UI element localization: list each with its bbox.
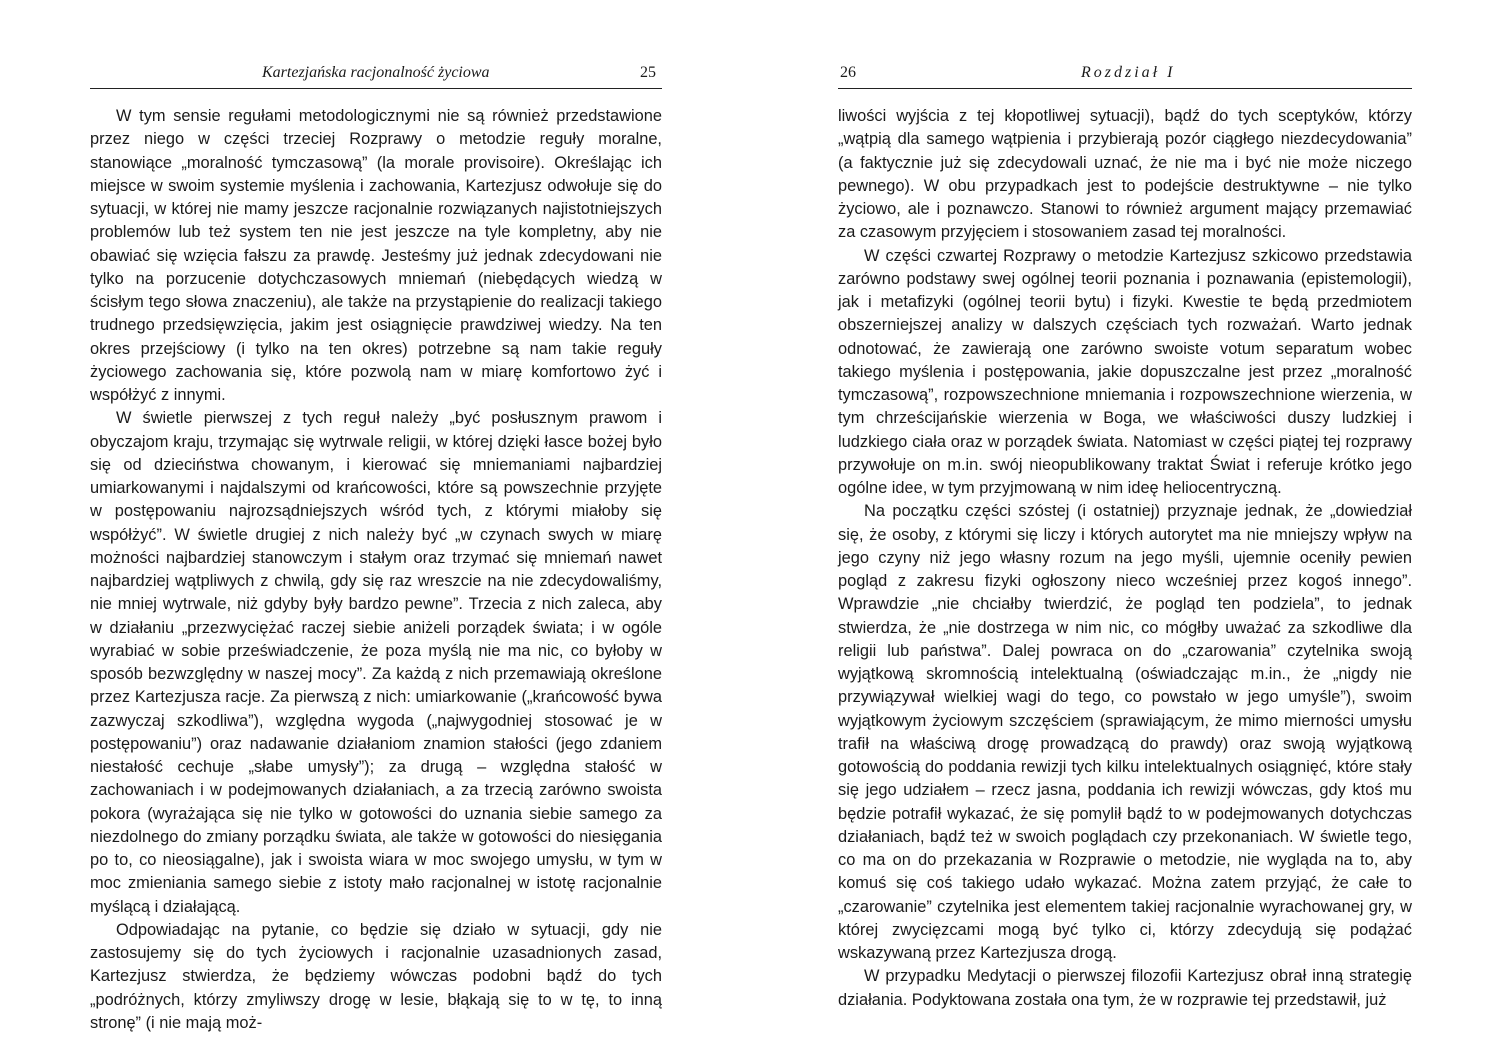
body-text xyxy=(90,105,662,1035)
running-head-title: Kartezjańska racjonalność życiowa xyxy=(262,64,490,81)
right-page xyxy=(838,0,1412,1064)
paragraph: W świetle pierwszej z tych reguł należy „być posłusznym prawom i obyczajom kraju, trzymając się wytrwale religii, w której dzięki łasce bożej było się od dzieciństwa chowanym, i kierować się mniemaniami najbardziej umiarkowanymi i najdalszymi od krańcowości, które są powszechnie przyjęte w postępowaniu najrozsądniejszych wśród tych, z którymi miałoby się współżyć”. W świetle drugiej z nich należy być „w czynach swych w miarę możności najbardziej stanowczym i stałym oraz trzymać się mniemań nawet najbardziej wątpliwych z chwilą, gdy się raz wreszcie na nie zdecydowaliśmy, nie mniej wytrwale, niż gdyby były bardzo pewne”. Trzecia z nich zaleca, aby w działaniu „przezwyciężać raczej siebie aniżeli porządek świata; i w ogóle wyrabiać w sobie przeświadczenie, że poza myślą nie ma nic, co byłoby w sposób bezwzględny w naszej mocy”. Za każdą z nich przemawiają określone przez Kartezjusza racje. Za pierwszą z nich: umiarkowanie („krańcowość bywa zazwyczaj szkodliwa”), względna wygoda („najwygodniej stosować je w postępowaniu”) oraz nadawanie działaniom znamion stałości (jego zdaniem niestałość cechuje „słabe umysły”); za drugą – względna stałość w zachowaniach i w podejmowanych działaniach, a za trzecią zarówno swoista pokora (wyrażająca się nie tylko w gotowości do uznania siebie samego za niezdolnego do zmiany porządku świata, ale także w gotowości do niesięgania po to, co nieosiągalne), jak i swoista wiara w moc swojego umysłu, w tym w moc zmieniania samego siebie z istoty mało racjonalnej w istotę racjonalnie myślącą i działającą. xyxy=(90,409,662,916)
left-page xyxy=(90,0,662,1064)
paragraph: W przypadku Medytacji o pierwszej filozofii Kartezjusz obrał inną strategię działania. Podyktowana została ona tym, że w rozprawie tej przedstawił, już xyxy=(838,967,1412,1009)
body-text xyxy=(838,105,1412,1012)
running-head-title: Rozdział I xyxy=(1081,64,1176,81)
paragraph: Na początku części szóstej (i ostatniej) przyznaje jednak, że „dowiedział się, że osoby, z którymi się liczy i których autorytet ma nie mniejszy wpływ na jego czyny niż jego własny rozum na jego myśli, ujemnie oceniły pewien pogląd z zakresu fizyki ogłoszony nieco wcześniej przez kogoś innego”. Wprawdzie „nie chciałby twierdzić, że pogląd ten podziela”, to jednak stwierdza, że „nie dostrzega w nim nic, co mógłby uważać za szkodliwe dla religii lub państwa”. Dalej powraca on do „czarowania” czytelnika swoją wyjątkową skromnością intelektualną (oświadczając m.in., że „nigdy nie przywiązywał wielkiej wagi do tego, co powstało w jego umyśle”), swoim wyjątkowym życiowym szczęściem (sprawiającym, że mimo mierności umysłu trafił na właściwą drogę prowadzącą do prawdy) oraz swoją wyjątkową gotowością do poddania rewizji tych kilku intelektualnych osiągnięć, które stały się jego udziałem – rzecz jasna, poddania ich rewizji wówczas, gdy ktoś mu będzie potrafił wykazać, że się pomylił bądź to w podejmowanych dotychczas działaniach, bądź też w swoich poglądach czy przekonaniach. W świetle tego, co ma on do przekazania w Rozprawie o metodzie, nie wygląda na to, aby komuś się coś takiego udało wykazać. Można zatem przyjąć, że całe to „czarowanie” czytelnika jest elementem takiej racjonalnie wyrachowanej gry, w której zwycięzcami mogą być tylko ci, którzy zdecydują się podążać wskazywaną przez Kartezjusza drogą. xyxy=(838,502,1412,962)
running-head xyxy=(90,62,662,89)
page-number: 25 xyxy=(640,64,656,81)
paragraph: W części czwartej Rozprawy o metodzie Kartezjusz szkicowo przedstawia zarówno podstawy swej ogólnej teorii poznania i poznawania (epistemologii), jak i metafizyki (ogólnej teorii bytu) i fizyki. Kwestie te będą przedmiotem obszerniejszej analizy w dalszych częściach tych rozważań. Warto jednak odnotować, że zawierają one zarówno swoiste votum separatum wobec takiego myślenia i postępowania, jakie dopuszczalne jest przez „moralność tymczasową”, rozpowszechnione mniemania i rozpowszechnione wierzenia, w tym chrześcijańskie wierzenia w Boga, we właściwości duszy ludzkiej i ludzkiego ciała oraz w porządek świata. Natomiast w części piątej tej rozprawy przywołuje on m.in. swój nieopublikowany traktat Świat i referuje krótko jego ogólne idee, w tym przyjmowaną w nim ideę heliocentryczną. xyxy=(838,246,1412,497)
paragraph: W tym sensie regułami metodologicznymi nie są również przedstawione przez niego w części trzeciej Rozprawy o metodzie reguły moralne, stanowiące „moralność tymczasową” (la morale provisoire). Określając ich miejsce w swoim systemie myślenia i zachowania, Kartezjusz odwołuje się do sytuacji, w której nie mamy jeszcze racjonalnie rozwiązanych najistotniejszych problemów lub też system ten nie jest jeszcze na tyle kompletny, aby nie obawiać się wzięcia fałszu za prawdę. Jesteśmy już jednak zdecydowani nie tylko na porzucenie dotychczasowych mniemań (niebędących wiedzą w ścisłym tego słowa znaczeniu), ale także na przystąpienie do realizacji takiego trudnego przedsięwzięcia, jakim jest osiągnięcie prawdziwej wiedzy. Na ten okres przejściowy (i tylko na ten okres) potrzebne są nam takie reguły życiowego zachowania się, które pozwolą nam w miarę komfortowo żyć i współżyć z innymi. xyxy=(90,107,662,404)
running-head xyxy=(838,62,1412,89)
paragraph: Odpowiadając na pytanie, co będzie się działo w sytuacji, gdy nie zastosujemy się do tych życiowych i racjonalnie uzasadnionych zasad, Kartezjusz stwierdza, że będziemy wówczas podobni bądź do tych „podróżnych, którzy zmyliwszy drogę w lesie, błąkają się to w tę, to inną stronę” (i nie mają moż- xyxy=(90,920,662,1032)
paragraph: liwości wyjścia z tej kłopotliwej sytuacji), bądź do tych sceptyków, którzy „wątpią dla samego wątpienia i przybierają pozór ciągłego niezdecydowania” (a faktycznie już się zdecydowali uznać, że nie ma i być nie może niczego pewnego). W obu przypadkach jest to podejście destruktywne – nie tylko życiowo, ale i poznawczo. Stanowi to również argument mający przemawiać za czasowym przyjęciem i stosowaniem zasad tej moralności. xyxy=(838,107,1412,242)
page-number: 26 xyxy=(840,64,856,81)
